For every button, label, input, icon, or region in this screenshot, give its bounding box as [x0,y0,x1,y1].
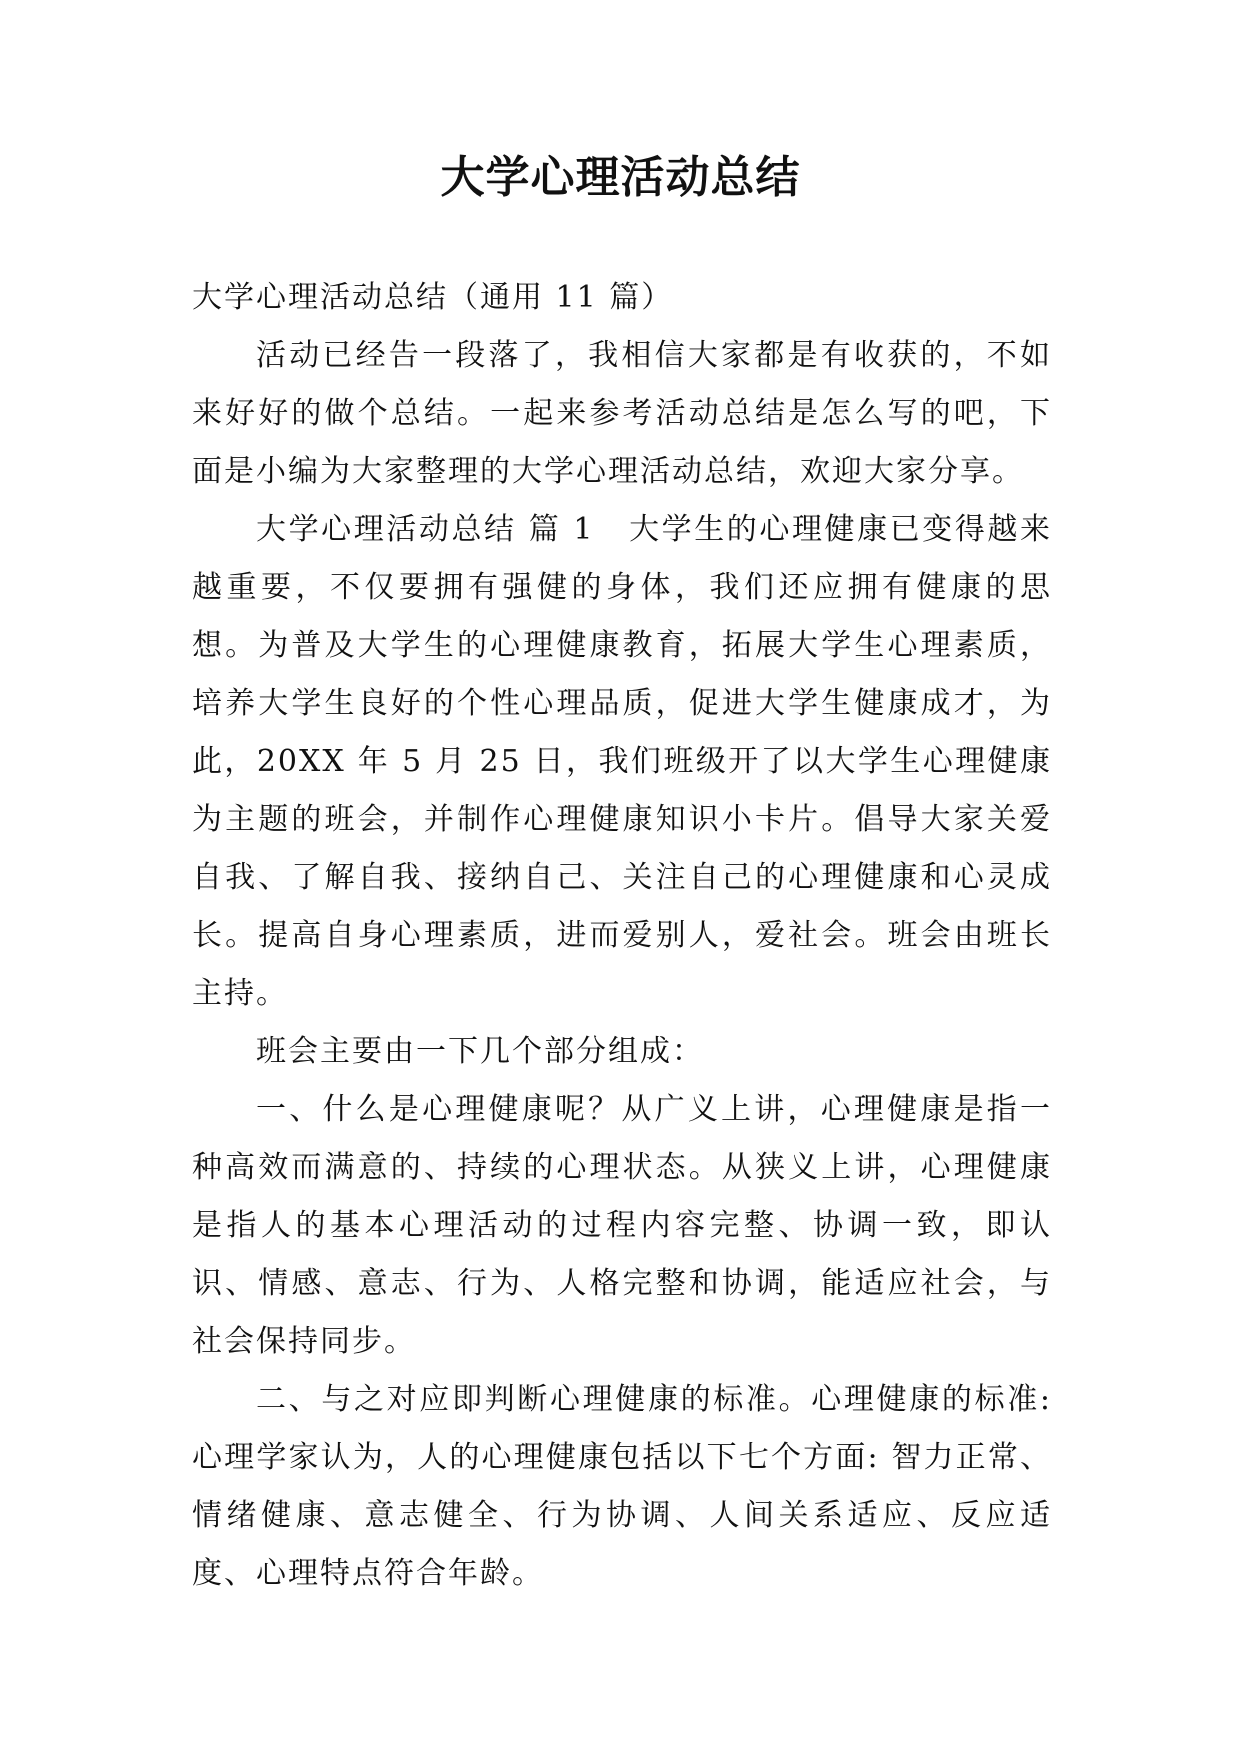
document-subtitle: 大学心理活动总结（通用 11 篇） [192,280,674,315]
section-1-label: 大学心理活动总结 篇 1 [256,512,595,547]
point-one-paragraph: 一、什么是心理健康呢？从广义上讲，心理健康是指一种高效而满意的、持续的心理状态。从狭义上讲，心理健康是指人的基本心理活动的过程内容完整、协调一致，即认识、情感、意志、行为、人格完整和协调，能适应社会，与社会保持同步。 [192,1092,1052,1359]
document-body [192,269,1052,1603]
point-two-paragraph: 二、与之对应即判断心理健康的标准。心理健康的标准:心理学家认为，人的心理健康包括以下七个方面: 智力正常、情绪健康、意志健全、行为协调、人间关系适应、反应适度、心理特点符合年龄。 [192,1382,1052,1591]
intro-paragraph: 活动已经告一段落了，我相信大家都是有收获的，不如来好好的做个总结。一起来参考活动总结是怎么写的吧，下面是小编为大家整理的大学心理活动总结，欢迎大家分享。 [192,338,1052,489]
section-1-paragraph [192,501,1052,1023]
structure-paragraph: 班会主要由一下几个部分组成： [256,1034,704,1069]
document-title: 大学心理活动总结 [440,152,801,203]
section-1-text: 大学生的心理健康已变得越来越重要，不仅要拥有强健的身体，我们还应拥有健康的思想。为普及大学生的心理健康教育，拓展大学生心理素质，培养大学生良好的个性心理品质，促进大学生健康成才，为此，20XX 年 5 月 25 日，我们班级开了以大学生心理健康为主题的班会，并制作心理健康知识小卡片。倡导大家关爱自我、了解自我、接纳自己、关注自己的心理健康和心灵成长。提高自身心理素质，进而爱别人，爱社会。班会由班长主持。 [192,512,1052,1011]
